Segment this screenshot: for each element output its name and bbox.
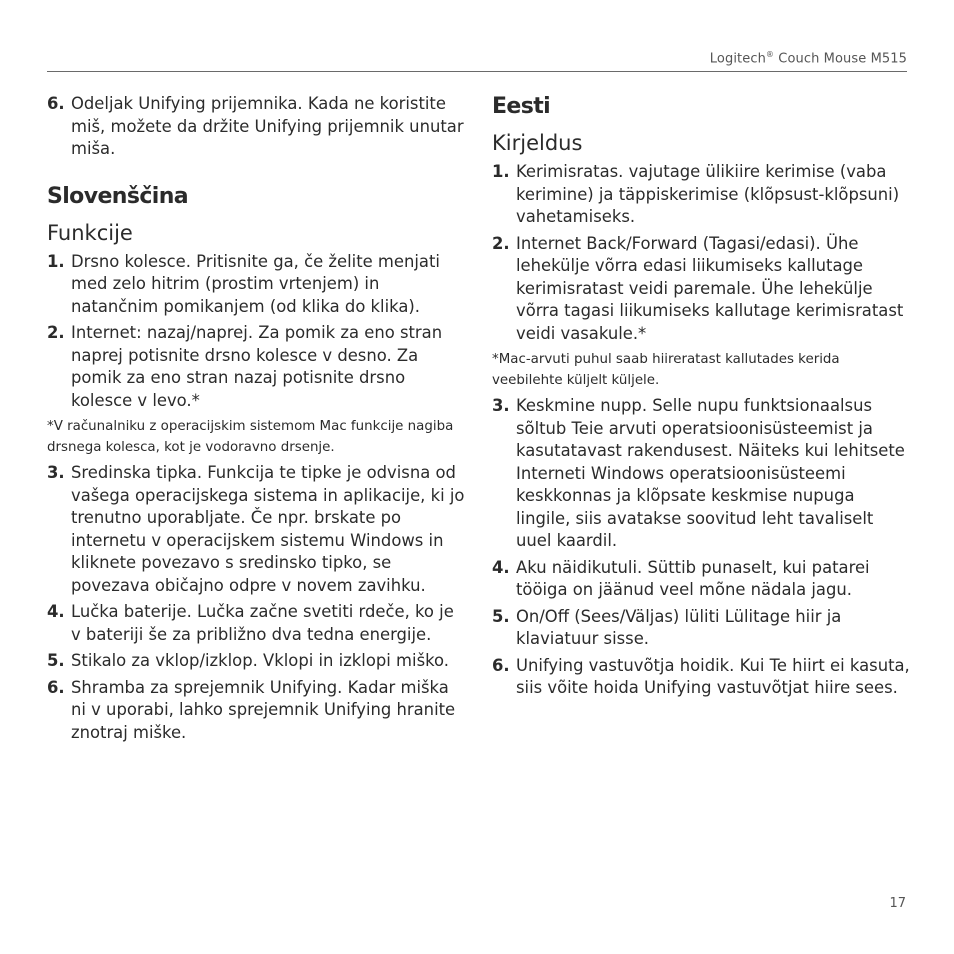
item-number: 4.	[47, 602, 65, 621]
item-number: 4.	[492, 557, 510, 577]
item-number: 6.	[47, 677, 65, 697]
list-item	[492, 606, 910, 651]
list-item	[47, 322, 465, 412]
item-number: 5.	[492, 606, 510, 626]
feature-list	[492, 395, 910, 700]
registered-mark: ®	[765, 50, 775, 59]
section-title-eesti: Eesti	[492, 94, 551, 119]
right-column	[492, 93, 910, 704]
item-text: Aku näidikutuli. Süttib punaselt, kui patarei tööiga on jäänud veel mõne nädala jagu.	[516, 557, 870, 599]
item-number: 6.	[47, 94, 65, 113]
item-number: 3.	[492, 396, 510, 415]
item-text: Lučka baterije. Lučka začne svetiti rdeče, ko je v bateriji še za približno dva tedna energije.	[71, 602, 454, 644]
item-text: Sredinska tipka. Funkcija te tipke je odvisna od vašega operacijskega sistema in aplikacije, ki jo trenutno uporabljate. Če npr. brskate po internetu v operacijskem sistemu Windows in kliknete povezavo s sredinsko tipko, se povezava običajno odpre v novem zavihku.	[71, 463, 465, 595]
section-title-slovenscina: Slovenščina	[47, 183, 189, 209]
list-item	[492, 395, 910, 553]
list-item	[47, 601, 465, 646]
list-item	[47, 677, 465, 745]
list-item	[47, 650, 465, 673]
item-text: Keskmine nupp. Selle nupu funktsionaalsus sõltub Teie arvuti operatsioonisüsteemist ja kasutatavast rakendusest. Näiteks kui lehitsete Interneti Windows operatsioonisüsteemi keskkonnas ja klõpsate keskmise nupuga lingile, siis avatakse soovitud leht tavaliselt uuel kaardil.	[516, 396, 905, 550]
section-subtitle-funkcije: Funkcije	[47, 220, 133, 245]
left-column	[47, 93, 465, 748]
feature-list	[47, 251, 465, 413]
item-number: 3.	[47, 463, 65, 482]
list-item	[492, 557, 910, 602]
item-text: Shramba za sprejemnik Unifying. Kadar miška ni v uporabi, lahko sprejemnik Unifying hranite znotraj miške.	[71, 677, 456, 742]
item-text: Internet Back/Forward (Tagasi/edasi). Ühe lehekülje võrra edasi liikumiseks kallutage kerimisratast veidi paremale. Ühe lehekülje võrra tagasi liikumiseks kallutage kerimisratast veidi vasakule.*	[516, 233, 904, 343]
item-text: Unifying vastuvõtja hoidik. Kui Te hiirt ei kasuta, siis võite hoida Unifying vastuvõtjat hiire sees.	[516, 655, 910, 697]
item-number: 2.	[492, 233, 510, 253]
item-text: Kerimisratas. vajutage ülikiire kerimise (vaba kerimine) ja täppiskerimise (klõpsust-klõpsuni) vahetamiseks.	[516, 162, 900, 226]
list-item	[492, 655, 910, 700]
footnote: *V računalniku z operacijskim sistemom Mac funkcije nagiba drsnega kolesca, kot je vodoravno drsenje.	[47, 419, 454, 455]
item-number: 1.	[492, 162, 510, 181]
page-number: 17	[889, 896, 906, 911]
footnote: *Mac-arvuti puhul saab hiireratast kallutades kerida veebilehte küljelt küljele.	[492, 352, 840, 388]
item-number: 5.	[47, 651, 65, 670]
item-text: Odeljak Unifying prijemnika. Kada ne koristite miš, možete da držite Unifying prijemnik unutar miša.	[71, 94, 464, 158]
list-item	[47, 251, 465, 319]
item-number: 2.	[47, 323, 65, 342]
section-subtitle-kirjeldus: Kirjeldus	[492, 131, 583, 155]
item-number: 6.	[492, 655, 510, 675]
brand-name: Logitech	[709, 51, 766, 67]
item-text: Drsno kolesce. Pritisnite ga, če želite menjati med zelo hitrim (prostim vrtenjem) in natančnim pomikanjem (od klika do klika).	[71, 251, 440, 316]
running-header	[710, 50, 907, 66]
product-name: Couch Mouse M515	[778, 51, 907, 67]
list-item	[47, 462, 465, 597]
list-item	[492, 161, 910, 229]
header-rule	[47, 71, 907, 72]
feature-list	[492, 161, 910, 345]
item-number: 1.	[47, 251, 65, 271]
list-item	[492, 233, 910, 346]
feature-list	[47, 462, 465, 744]
item-text: Stikalo za vklop/izklop. Vklopi in izklopi miško.	[71, 651, 449, 670]
item-text: Internet: nazaj/naprej. Za pomik za eno stran naprej potisnite drsno kolesce v desno. Za pomik za eno stran nazaj potisnite drsno kolesce v levo.*	[71, 323, 443, 410]
item-text: On/Off (Sees/Väljas) lüliti Lülitage hiir ja klaviatuur sisse.	[516, 606, 842, 648]
list-item	[47, 93, 465, 161]
